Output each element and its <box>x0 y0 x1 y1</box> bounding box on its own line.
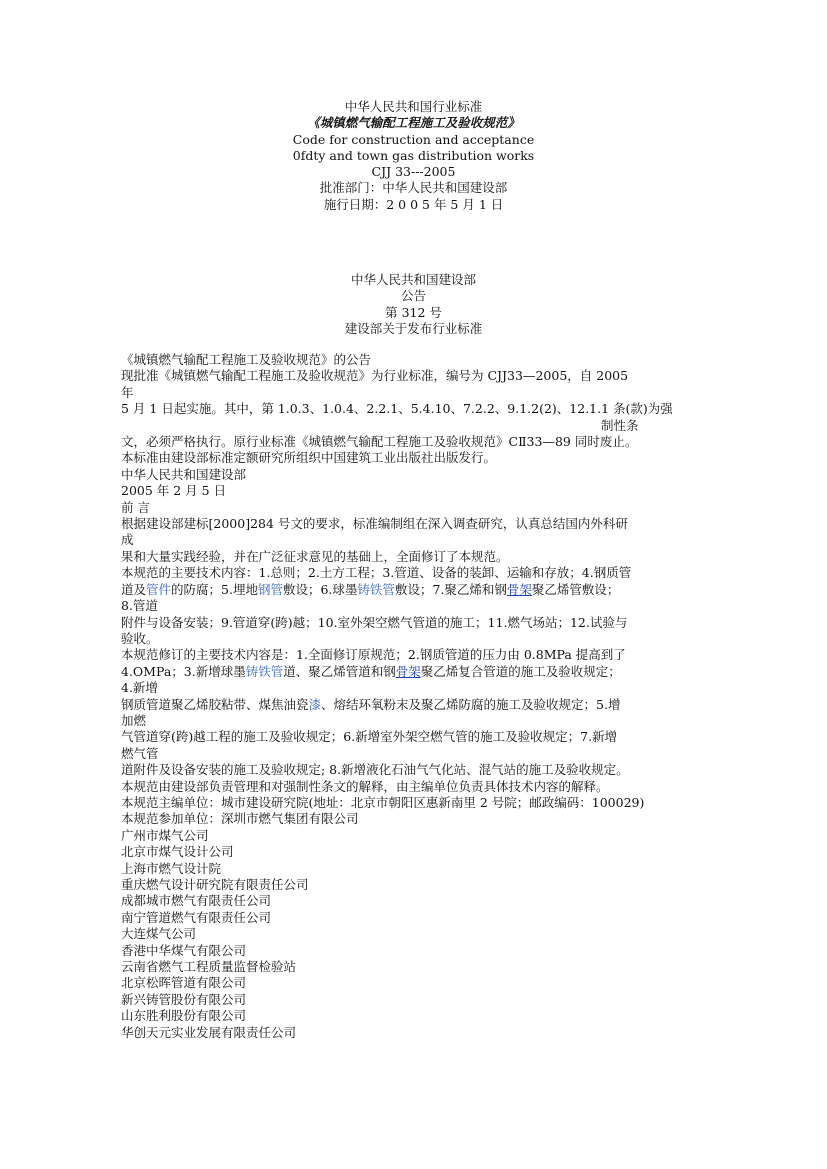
revision-text: 4.OMPa；3.新增球墨 <box>121 663 246 679</box>
notice-line-subject: 建设部关于发布行业标准 <box>344 320 483 336</box>
revision-line-1: 本规范修订的主要技术内容是：1.全面修订原规范；2.钢质管道的压力由 0.8MPa 提高到了 <box>121 647 626 663</box>
content-line-3-wrap: 验收。 <box>121 630 159 646</box>
content-line-2-wrap: 8.管道 <box>121 598 158 614</box>
header-line-approver: 批准部门：中华人民共和国建设部 <box>319 180 508 196</box>
revision-line-3-wrap: 加燃 <box>121 712 147 728</box>
list-item: 北京市煤气设计公司 <box>121 844 234 860</box>
approval-line-3: 文，必须严格执行。原行业标准《城镇燃气输配工程施工及验收规范》CⅡ33—89 同时废止。 <box>121 434 638 450</box>
content-line-3: 附件与设备安装；9.管道穿(跨)越；10.室外架空燃气管道的施工；11.燃气场站；12.试验与 <box>121 614 628 630</box>
revision-text: 、熔结环氧粉末及聚乙烯防腐的施工及验收规定；5.增 <box>321 696 621 712</box>
content-text: 敷设；6.球墨 <box>282 581 358 597</box>
list-item: 云南省燃气工程质量监督检验站 <box>121 959 297 975</box>
content-text: 道及 <box>121 581 147 597</box>
list-item: 成都城市燃气有限责任公司 <box>121 893 272 909</box>
keyword-paint-link[interactable]: 漆 <box>308 696 322 712</box>
header-line-english-2: 0fdty and town gas distribution works <box>292 147 535 163</box>
content-line-1: 本规范的主要技术内容：1.总则；2.土方工程；3.管道、设备的装卸、运输和存放；4.钢质管 <box>121 565 632 581</box>
list-item: 上海市燃气设计院 <box>121 860 222 876</box>
keyword-cast-iron-pipe-link-2[interactable]: 铸铁管 <box>245 663 284 679</box>
approval-line-2-wrap: 制性条 <box>601 417 639 433</box>
keyword-skeleton-link-2[interactable]: 骨架 <box>395 663 421 679</box>
content-text: 聚乙烯管敷设； <box>531 581 620 597</box>
approval-line-2: 5 月 1 日起实施。其中，第 1.0.3、1.0.4、2.2.1、5.4.10、7.2.2、9.1.2(2)、12.1.1 条(款)为强 <box>121 401 673 417</box>
notice-line-number: 第 312 号 <box>385 304 442 320</box>
content-line-2 <box>121 582 707 598</box>
keyword-cast-iron-pipe-link[interactable]: 铸铁管 <box>357 581 395 597</box>
list-item: 大连煤气公司 <box>121 926 197 942</box>
revision-text: 道、聚乙烯管道和钢 <box>283 663 396 679</box>
list-item: 香港中华煤气有限公司 <box>121 942 247 958</box>
approval-line-4: 本标准由建设部标准定额研究所组织中国建筑工业出版社出版发行。 <box>121 450 497 466</box>
header-line-english-1: Code for construction and acceptance <box>292 131 535 147</box>
preface-line-2: 果和大量实践经验，并在广泛征求意见的基础上，全面修订了本规范。 <box>121 548 509 564</box>
revision-line-4-wrap: 燃气管 <box>121 745 159 761</box>
participants-list <box>121 828 707 1041</box>
list-item: 重庆燃气设计研究院有限责任公司 <box>121 877 309 892</box>
list-item: 华创天元实业发展有限责任公司 <box>121 1024 297 1040</box>
revision-text: 聚乙烯复合管道的施工及验收规定； <box>420 663 621 679</box>
preface-line-1-wrap: 成 <box>121 532 134 548</box>
notice-line-ministry: 中华人民共和国建设部 <box>350 272 476 287</box>
approval-line-1: 现批准《城镇燃气输配工程施工及验收规范》为行业标准，编号为 CJJ33—2005，自 2005 <box>121 368 629 384</box>
content-text: 敷设；7.聚乙烯和钢 <box>394 581 507 597</box>
document-body <box>121 352 707 1041</box>
header-line-code: CJJ 33---2005 <box>371 164 456 180</box>
header-line-standard: 中华人民共和国行业标准 <box>344 99 483 114</box>
preface-title: 前 言 <box>121 499 150 515</box>
approval-line-1-wrap: 年 <box>121 384 134 400</box>
notice-line-announcement: 公告 <box>400 288 426 304</box>
issuer-line: 中华人民共和国建设部 <box>121 466 247 482</box>
header-line-effective-date: 施行日期：2 0 0 5 年 5 月 1 日 <box>323 196 504 212</box>
notice-header <box>0 272 827 337</box>
preface-line-1: 根据建设部建标[2000]284 号文的要求，标准编制组在深入调查研究，认真总结国内外科研 <box>121 516 628 532</box>
keyword-steel-pipe-link[interactable]: 钢管 <box>257 581 283 597</box>
revision-line-3 <box>121 697 707 713</box>
list-item: 广州市煤气公司 <box>121 827 209 843</box>
issue-date-line: 2005 年 2 月 5 日 <box>121 483 227 499</box>
standard-header <box>0 99 827 213</box>
revision-line-4: 气管道穿(跨)越工程的施工及验收规定；6.新增室外架空燃气管的施工及验收规定；7.新增 <box>121 729 618 745</box>
announcement-line: 《城镇燃气输配工程施工及验收规范》的公告 <box>121 352 372 367</box>
list-item: 北京松晖管道有限公司 <box>121 975 247 991</box>
list-item: 山东胜利股份有限公司 <box>121 1008 247 1024</box>
list-item: 新兴铸管股份有限公司 <box>121 991 247 1007</box>
management-line: 本规范由建设部负责管理和对强制性条文的解释，由主编单位负责具体技术内容的解释。 <box>121 778 609 794</box>
keyword-pipe-fittings-link[interactable]: 管件 <box>146 581 172 597</box>
header-line-title: 《城镇燃气输配工程施工及验收规范》 <box>307 115 520 131</box>
revision-line-2-wrap: 4.新增 <box>121 680 158 696</box>
revision-line-2 <box>121 664 707 680</box>
keyword-skeleton-link[interactable]: 骨架 <box>506 581 532 597</box>
participants-intro: 本规范参加单位：深圳市燃气集团有限公司 <box>121 811 359 827</box>
chief-unit-line: 本规范主编单位：城市建设研究院(地址：北京市朝阳区惠新南里 2 号院；邮政编码：100029) <box>121 794 645 810</box>
list-item: 南宁管道燃气有限责任公司 <box>121 909 272 925</box>
revision-line-5: 道附件及设备安装的施工及验收规定; 8.新增液化石油气气化站、混气站的施工及验收规定。 <box>121 762 629 778</box>
content-text: 的防腐；5.埋地 <box>171 581 258 597</box>
revision-text: 钢质管道聚乙烯胶粘带、煤焦油瓷 <box>121 696 309 712</box>
